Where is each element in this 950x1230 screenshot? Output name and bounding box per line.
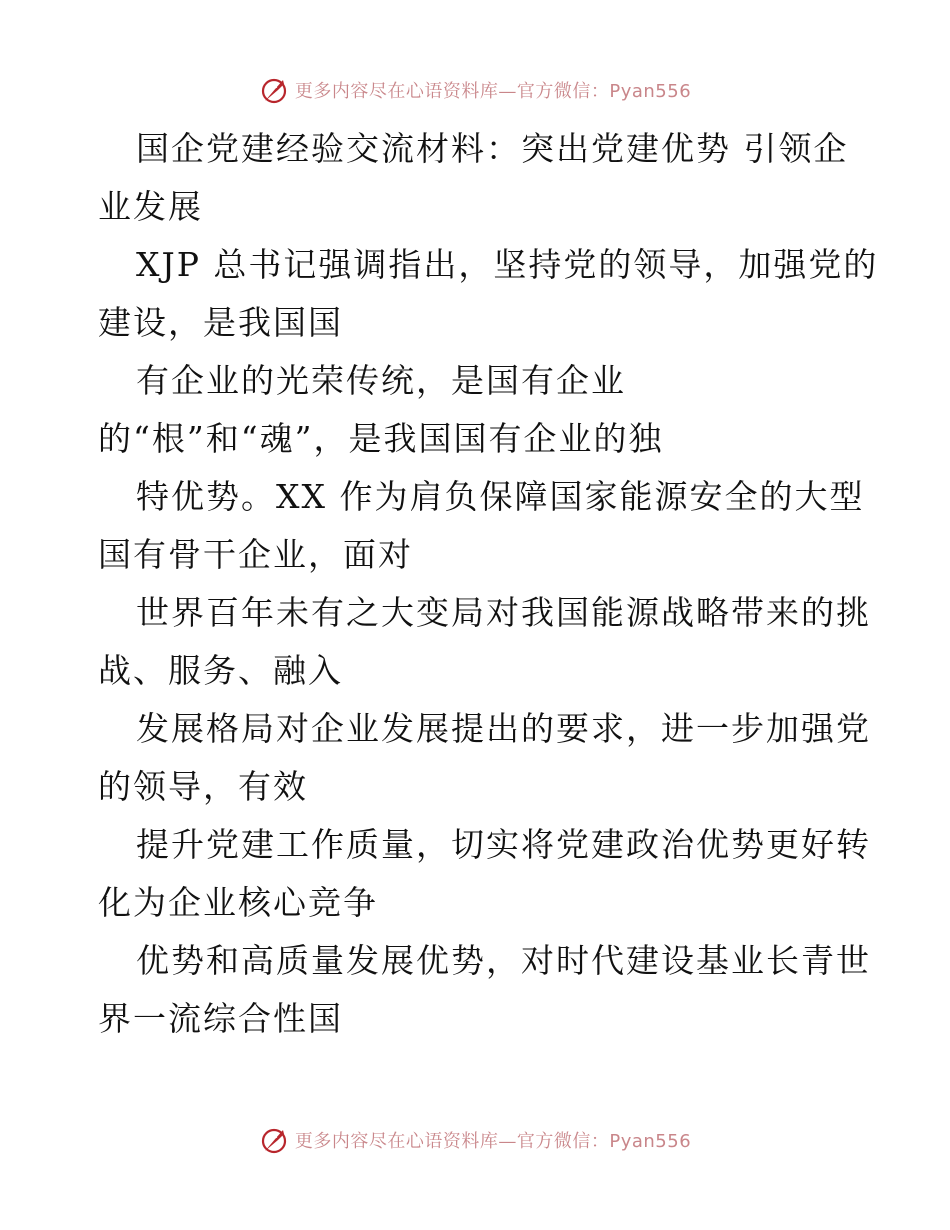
text-line: 特优势。XX 作为肩负保障国家能源安全的大型 [136, 477, 865, 516]
banner-text [295, 1127, 691, 1153]
text-line: XJP 总书记强调指出，坚持党的领导，加强党的 [136, 245, 879, 284]
quill-logo-icon [259, 1125, 289, 1155]
banner-main-text: 更多内容尽在心语资料库 [294, 81, 499, 102]
banner-wx-id: Pyan556 [609, 1131, 692, 1152]
footer-watermark-banner [0, 1120, 950, 1160]
text-line: 提升党建工作质量，切实将党建政治优势更好转 [136, 825, 871, 864]
text-line: 化为企业核心竞争 [98, 883, 378, 922]
banner-separator: — [498, 81, 517, 102]
banner-main-text: 更多内容尽在心语资料库 [294, 1131, 499, 1152]
text-line: 有企业的光荣传统，是国有企业 [136, 361, 626, 400]
text-line: 的“根”和“魂”，是我国国有企业的独 [98, 419, 664, 458]
text-line: 界一流综合性国 [98, 999, 343, 1038]
banner-wx-id: Pyan556 [609, 81, 692, 102]
document-body [98, 120, 879, 1048]
text-line: 的领导，有效 [98, 767, 308, 806]
quill-logo-icon [259, 75, 289, 105]
text-line: 国企党建经验交流材料：突出党建优势 引领企 [136, 129, 849, 168]
banner-separator: — [498, 1131, 517, 1152]
text-line: 建设，是我国国 [98, 303, 343, 342]
text-line: 业发展 [98, 187, 203, 226]
text-line: 优势和高质量发展优势，对时代建设基业长青世 [136, 941, 871, 980]
text-line: 发展格局对企业发展提出的要求，进一步加强党 [136, 709, 871, 748]
text-line: 世界百年未有之大变局对我国能源战略带来的挑 [136, 593, 871, 632]
banner-text [295, 77, 691, 103]
banner-wx-label: 官方微信： [516, 81, 610, 102]
header-watermark-banner [0, 70, 950, 110]
text-line: 战、服务、融入 [98, 651, 343, 690]
text-line: 国有骨干企业，面对 [98, 535, 413, 574]
banner-wx-label: 官方微信： [516, 1131, 610, 1152]
